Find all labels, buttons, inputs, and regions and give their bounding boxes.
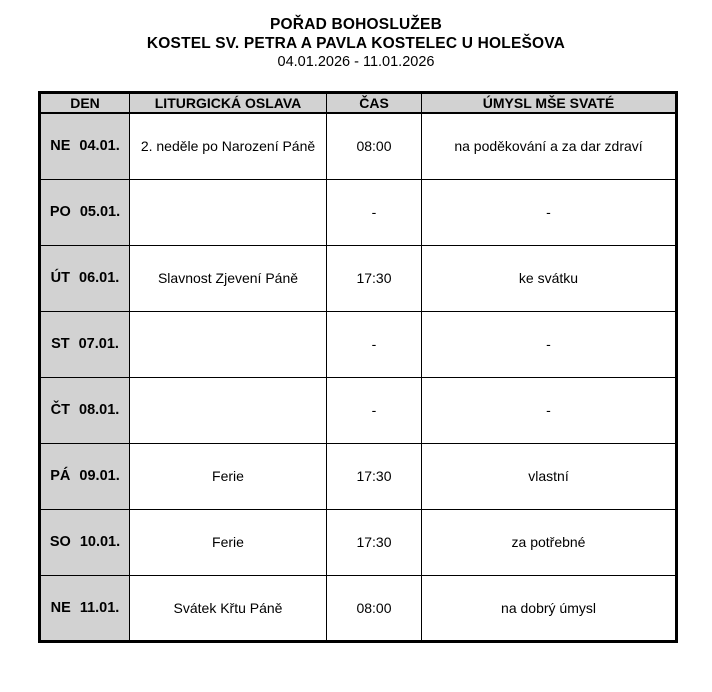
time-cell: 08:00 xyxy=(327,113,422,179)
day-date: 04.01. xyxy=(79,138,120,155)
time-cell: 17:30 xyxy=(327,245,422,311)
day-abbrev: NE xyxy=(50,599,71,616)
table-row xyxy=(40,377,677,443)
intention-cell: ke svátku xyxy=(422,245,677,311)
intention-cell: na dobrý úmysl xyxy=(422,575,677,641)
title-block xyxy=(0,15,712,72)
celebration-cell: Svátek Křtu Páně xyxy=(130,575,327,641)
day-cell xyxy=(40,377,130,443)
header-day: DEN xyxy=(40,93,130,114)
date-range: 04.01.2026 - 11.01.2026 xyxy=(277,54,435,70)
table-row xyxy=(40,245,677,311)
celebration-cell: Slavnost Zjevení Páně xyxy=(130,245,327,311)
time-cell: - xyxy=(327,179,422,245)
table-row xyxy=(40,575,677,641)
schedule-table-header xyxy=(40,93,677,114)
day-cell xyxy=(40,509,130,575)
day-abbrev: ČT xyxy=(50,402,70,418)
table-row xyxy=(40,179,677,245)
time-cell: - xyxy=(327,377,422,443)
day-date: 10.01. xyxy=(79,534,121,550)
church-name: KOSTEL SV. PETRA A PAVLA KOSTELEC U HOLEŠOVA xyxy=(146,35,566,52)
intention-cell: - xyxy=(422,179,677,245)
header-time: ČAS xyxy=(327,93,422,114)
day-abbrev: PO xyxy=(49,204,71,220)
day-date: 06.01. xyxy=(79,270,120,286)
table-row xyxy=(40,443,677,509)
celebration-cell xyxy=(130,179,327,245)
day-date: 07.01. xyxy=(78,336,119,352)
day-date: 09.01. xyxy=(79,468,120,484)
header-intention: ÚMYSL MŠE SVATÉ xyxy=(422,93,677,114)
time-cell: 17:30 xyxy=(327,509,422,575)
day-cell xyxy=(40,311,130,377)
intention-cell: za potřebné xyxy=(422,509,677,575)
document-title: POŘAD BOHOSLUŽEB xyxy=(270,16,442,33)
header-row xyxy=(40,93,677,114)
table-row xyxy=(40,311,677,377)
time-cell: - xyxy=(327,311,422,377)
time-cell: 08:00 xyxy=(327,575,422,641)
day-cell xyxy=(40,443,130,509)
day-cell xyxy=(40,575,130,641)
day-abbrev: ST xyxy=(51,336,70,352)
day-abbrev: ÚT xyxy=(50,270,70,286)
celebration-cell: 2. neděle po Narození Páně xyxy=(130,113,327,179)
day-date: 11.01. xyxy=(79,599,120,616)
day-date: 08.01. xyxy=(79,402,120,418)
day-date: 05.01. xyxy=(79,204,121,220)
day-abbrev: PÁ xyxy=(50,468,71,484)
intention-cell: vlastní xyxy=(422,443,677,509)
day-cell xyxy=(40,113,130,179)
schedule-table-body xyxy=(40,113,677,641)
celebration-cell: Ferie xyxy=(130,443,327,509)
celebration-cell xyxy=(130,311,327,377)
table-row xyxy=(40,509,677,575)
day-cell xyxy=(40,179,130,245)
day-abbrev: SO xyxy=(49,534,71,550)
day-abbrev: NE xyxy=(50,138,71,155)
time-cell: 17:30 xyxy=(327,443,422,509)
celebration-cell xyxy=(130,377,327,443)
day-cell xyxy=(40,245,130,311)
intention-cell: - xyxy=(422,377,677,443)
schedule-table xyxy=(38,91,678,643)
celebration-cell: Ferie xyxy=(130,509,327,575)
table-row xyxy=(40,113,677,179)
header-celebration: LITURGICKÁ OSLAVA xyxy=(130,93,327,114)
intention-cell: - xyxy=(422,311,677,377)
intention-cell: na poděkování a za dar zdraví xyxy=(422,113,677,179)
